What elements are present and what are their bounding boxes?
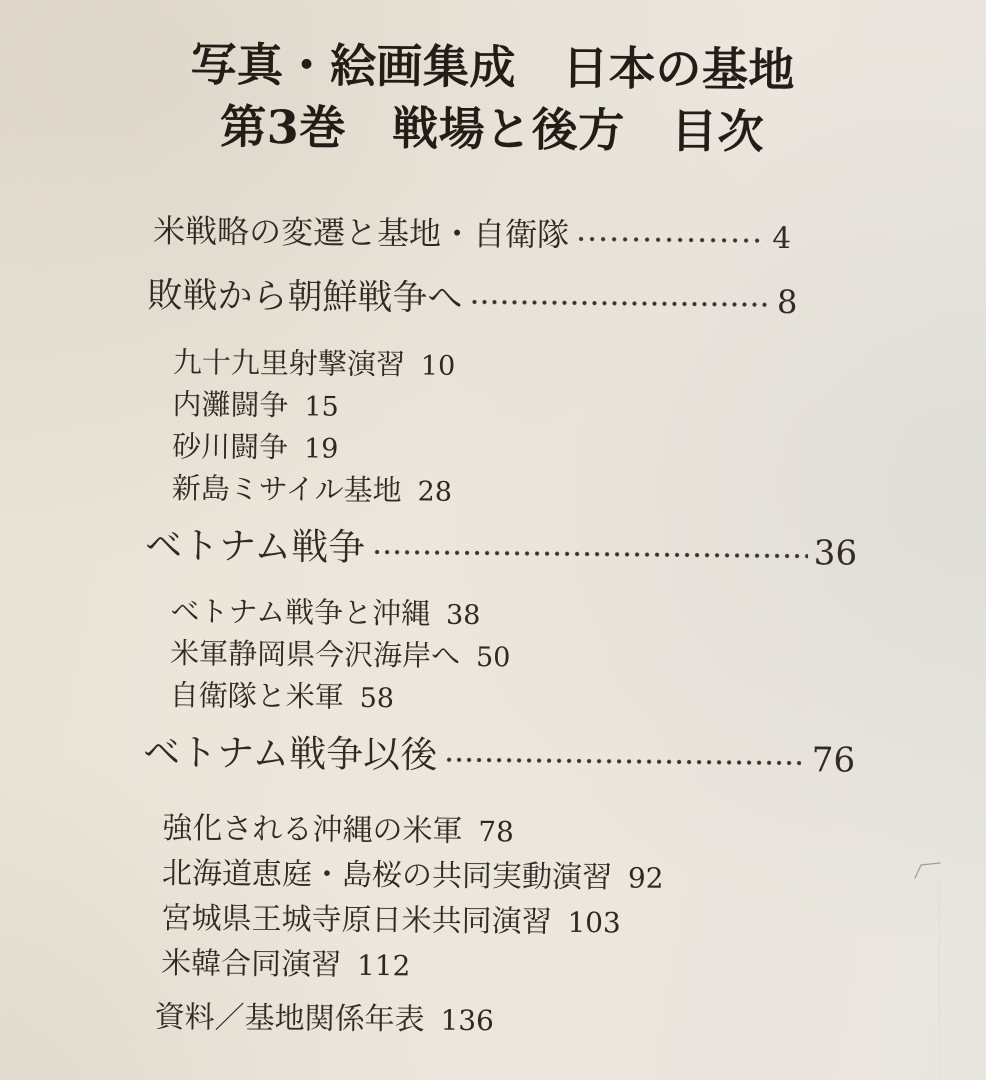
toc-sub-row bbox=[161, 941, 977, 994]
book-title bbox=[0, 31, 986, 164]
toc-sub-group bbox=[143, 591, 980, 725]
toc-sub-row bbox=[162, 851, 978, 904]
toc-entry-label: 砂川闘争 bbox=[171, 429, 289, 465]
toc-entry-page: 76 bbox=[811, 740, 856, 781]
dot-leader bbox=[577, 235, 766, 244]
toc-sub-group bbox=[145, 342, 983, 518]
toc-entry-label: ベトナム戦争 bbox=[144, 523, 366, 569]
toc-entry-label: 強化される沖縄の米軍 bbox=[162, 810, 463, 849]
toc-entry-label: 敗戦から朝鮮戦争へ bbox=[147, 275, 463, 319]
toc-entry-label: ベトナム戦争と沖縄 bbox=[170, 594, 431, 631]
toc-entry-page: 28 bbox=[417, 476, 453, 508]
toc-entry-label: 九十九里射撃演習 bbox=[172, 345, 406, 382]
toc-entry-label: 資料／基地関係年表 bbox=[154, 999, 425, 1038]
toc-entry-page: 38 bbox=[445, 599, 481, 632]
toc-sub-row bbox=[169, 675, 979, 725]
book-title-line1: 写真・絵画集成 日本の基地 bbox=[190, 37, 796, 98]
toc-chapter-row bbox=[143, 727, 855, 787]
toc-appendix-row bbox=[140, 996, 976, 1048]
dot-leader bbox=[445, 755, 806, 766]
toc-entry-label: ベトナム戦争以後 bbox=[142, 730, 438, 777]
toc-sub-row bbox=[162, 806, 978, 859]
toc-entry-page: 36 bbox=[813, 533, 858, 574]
toc-entry-page: 136 bbox=[440, 1003, 494, 1038]
toc-entry-page: 50 bbox=[475, 641, 511, 674]
toc-entry-page: 19 bbox=[303, 433, 339, 465]
toc-sub-row bbox=[161, 896, 977, 949]
toc-sub-row bbox=[171, 468, 981, 518]
toc-entry-label: 米韓合同演習 bbox=[160, 945, 342, 983]
toc-entry-label: 米軍静岡県今沢海岸へ bbox=[169, 636, 461, 673]
dot-leader bbox=[470, 298, 771, 309]
toc-chapter-row bbox=[148, 209, 791, 260]
toc-entry-label: 新島ミサイル基地 bbox=[171, 471, 402, 508]
toc-entry-page: 8 bbox=[776, 282, 798, 322]
dot-leader bbox=[373, 547, 808, 559]
toc-chapter-row bbox=[145, 520, 857, 580]
toc-entry-page: 15 bbox=[304, 391, 339, 423]
toc-entry-page: 103 bbox=[567, 905, 621, 940]
toc-entry-page: 4 bbox=[772, 220, 792, 255]
table-of-contents bbox=[0, 207, 984, 1047]
toc-entry-page: 78 bbox=[478, 815, 515, 849]
toc-entry-label: 北海道恵庭・島桜の共同実動演習 bbox=[161, 855, 613, 896]
toc-sub-group bbox=[141, 806, 979, 994]
toc-entry-label: 自衛隊と米軍 bbox=[169, 678, 344, 714]
toc-entry-page: 112 bbox=[356, 948, 411, 983]
toc-entry-label: 内灘闘争 bbox=[172, 387, 289, 423]
toc-entry-page: 58 bbox=[359, 682, 395, 715]
toc-chapter-row bbox=[147, 272, 797, 326]
toc-entry-label: 宮城県王城寺原日米共同演習 bbox=[161, 900, 552, 940]
toc-entry-page: 92 bbox=[627, 861, 664, 895]
toc-entry-label: 米戦略の変遷と基地・自衛隊 bbox=[152, 211, 570, 254]
toc-entry-page: 10 bbox=[420, 350, 456, 382]
book-title-line2: 第3巻 戦場と後方 目次 bbox=[220, 99, 765, 159]
